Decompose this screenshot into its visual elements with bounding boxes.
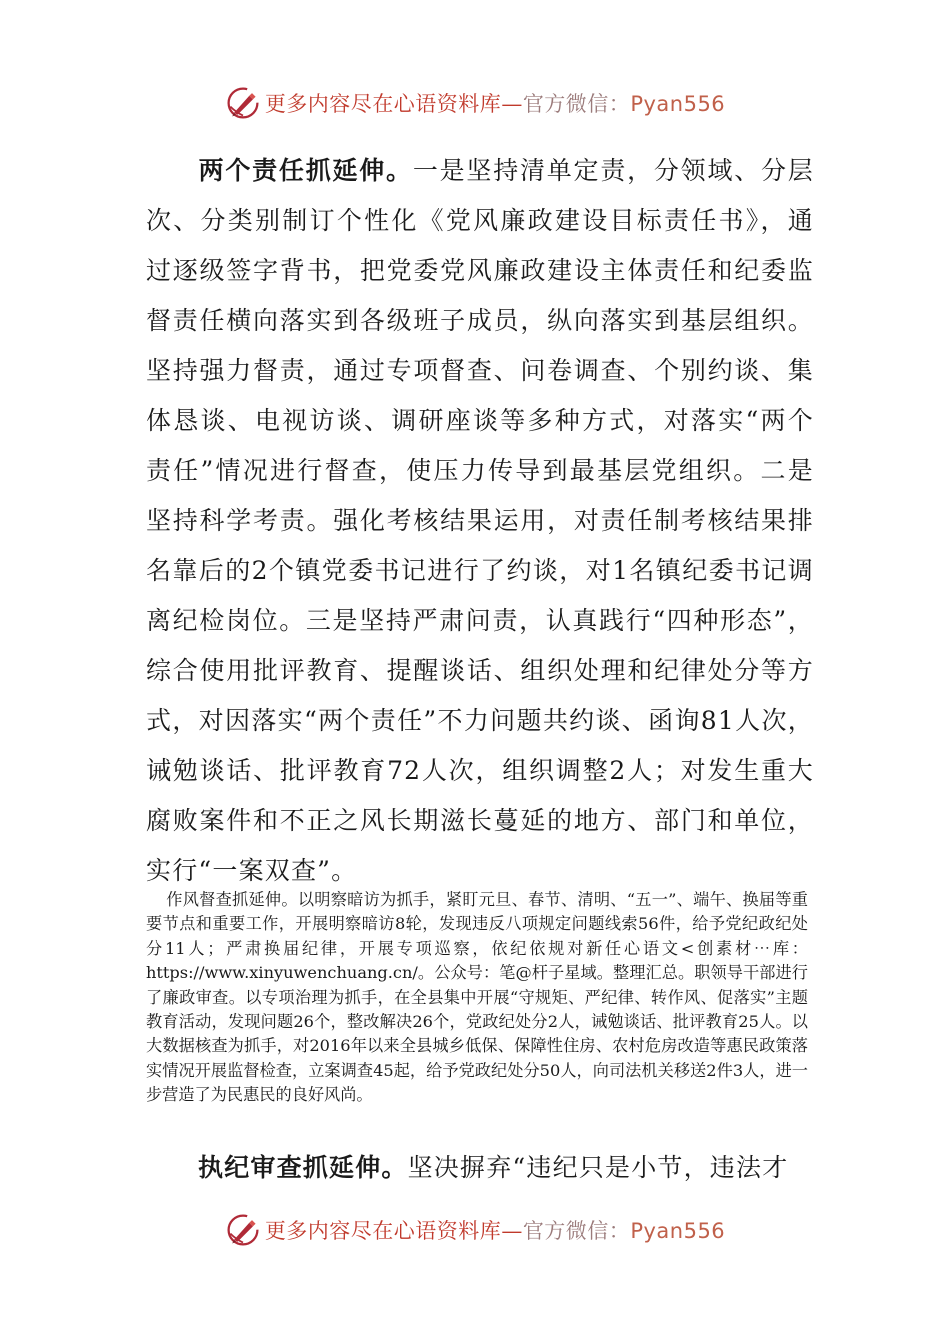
watermark-wechat-id: Pyan556 bbox=[630, 92, 726, 116]
pen-nib-logo-icon bbox=[225, 1212, 261, 1248]
watermark-main-text: 更多内容尽在心语资料库 bbox=[264, 1219, 502, 1243]
section3-paragraph bbox=[146, 1143, 814, 1193]
section1-body: 一是坚持清单定责，分领域、分层次、分类别制订个性化《党风廉政建设目标责任书》，通过逐级签字背书，把党委党风廉政建设主体责任和纪委监督责任横向落实到各级班子成员，纵向落实到基层组织。坚持强力督责，通过专项督查、问卷调查、个别约谈、集体恳谈、电视访谈、调研座谈等多种方式，对落实“两个责任”情况进行督查，使压力传导到最基层党组织。二是坚持科学考责。强化考核结果运用，对责任制考核结果排名靠后的2个镇党委书记进行了约谈，对1名镇纪委书记调离纪检岗位。三是坚持严肃问责，认真践行“四种形态”，综合使用批评教育、提醒谈话、组织处理和纪律处分等方式，对因落实“两个责任”不力问题共约谈、函询81人次，诫勉谈话、批评教育72人次，组织调整2人；对发生重大腐败案件和不正之风长期滋长蔓延的地方、部门和单位，实行“一案双查”。 bbox=[146, 156, 814, 885]
footer-watermark-banner bbox=[0, 1205, 950, 1255]
section1-paragraph bbox=[146, 146, 814, 896]
watermark-dash: — bbox=[501, 92, 523, 116]
section1-heading: 两个责任抓延伸。 bbox=[198, 156, 413, 185]
section2-body: 作风督查抓延伸。以明察暗访为抓手，紧盯元旦、春节、清明、“五一”、端午、换届等重要节点和重要工作，开展明察暗访8轮，发现违反八项规定问题线索56件，给予党纪政纪处分11人；严肃换届纪律，开展专项巡察，依纪依规对新任心语文<创素材⋯库：https://www.xinyuwenchuang.cn/。公众号：笔@杆子星域。整理汇总。职领导干部进行了廉政审查。以专项治理为抓手，在全县集中开展“守规矩、严纪律、转作风、促落实”主题教育活动，发现问题26个，整改解决26个，党政纪处分2人，诫勉谈话、批评教育25人。以大数据核查为抓手，对2016年以来全县城乡低保、保障性住房、农村危房改造等惠民政策落实情况开展监督检查，立案调查45起，给予党政纪处分50人，向司法机关移送2件3人，进一步营造了为民惠民的良好风尚。 bbox=[146, 890, 808, 1105]
watermark-dash: — bbox=[501, 1219, 523, 1243]
watermark-wechat-label: 官方微信： bbox=[522, 92, 631, 116]
watermark-main-text: 更多内容尽在心语资料库 bbox=[264, 92, 502, 116]
watermark-wechat-id: Pyan556 bbox=[630, 1219, 726, 1243]
watermark-wechat-label: 官方微信： bbox=[522, 1219, 631, 1243]
watermark-text bbox=[265, 1215, 725, 1245]
section3-body: 坚决摒弃“违纪只是小节，违法才 bbox=[407, 1153, 789, 1182]
section3-heading: 执纪审查抓延伸。 bbox=[198, 1153, 408, 1182]
pen-nib-logo-icon bbox=[225, 85, 261, 121]
section2-paragraph bbox=[146, 888, 808, 1108]
watermark-text bbox=[265, 88, 725, 118]
header-watermark-banner bbox=[0, 78, 950, 128]
